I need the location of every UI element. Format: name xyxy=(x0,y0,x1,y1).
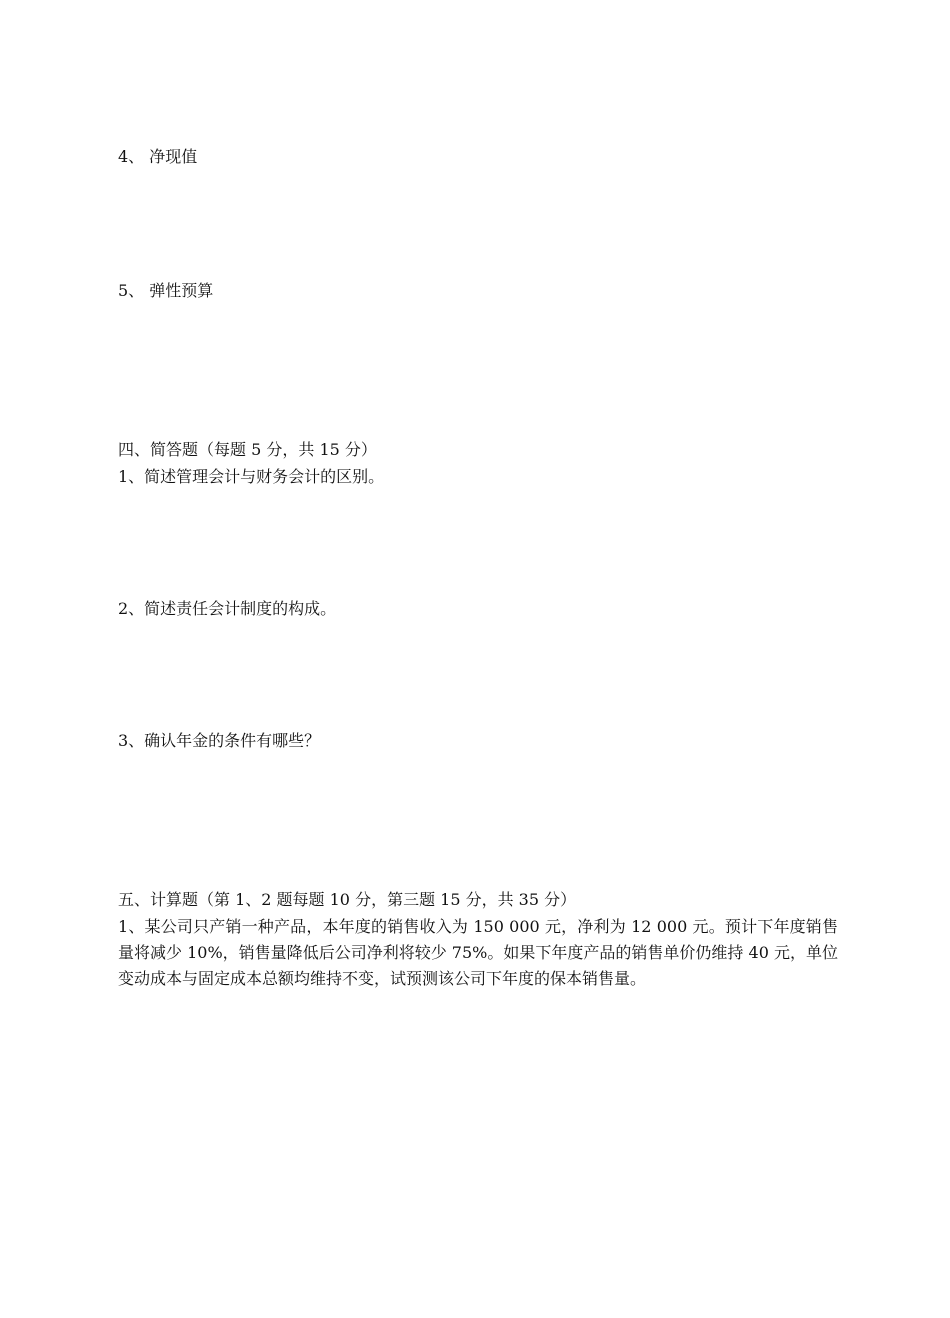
short-answer-question-2: 2、简述责任会计制度的构成。 xyxy=(118,599,337,618)
short-answer-question-1: 1、简述管理会计与财务会计的区别。 xyxy=(118,467,385,486)
section-heading-short-answer: 四、简答题（每题 5 分，共 15 分） xyxy=(118,440,377,459)
short-answer-question-3: 3、确认年金的条件有哪些？ xyxy=(118,731,321,750)
calculation-question-1: 1、某公司只产销一种产品，本年度的销售收入为 150 000 元，净利为 12 000 元。预计下年度销售量将减少 10%，销售量降低后公司净利将较少 75%。如果下年度产品的销售单价仍维持 40 元，单位变动成本与固定成本总额均维持不变，试预测该公司下年度的保本销售量。 xyxy=(118,917,838,988)
section-heading-calculation: 五、计算题（第 1、2 题每题 10 分，第三题 15 分，共 35 分） xyxy=(118,890,577,909)
term-item-5: 5、 弹性预算 xyxy=(118,281,214,300)
term-item-4: 4、 净现值 xyxy=(118,147,198,166)
